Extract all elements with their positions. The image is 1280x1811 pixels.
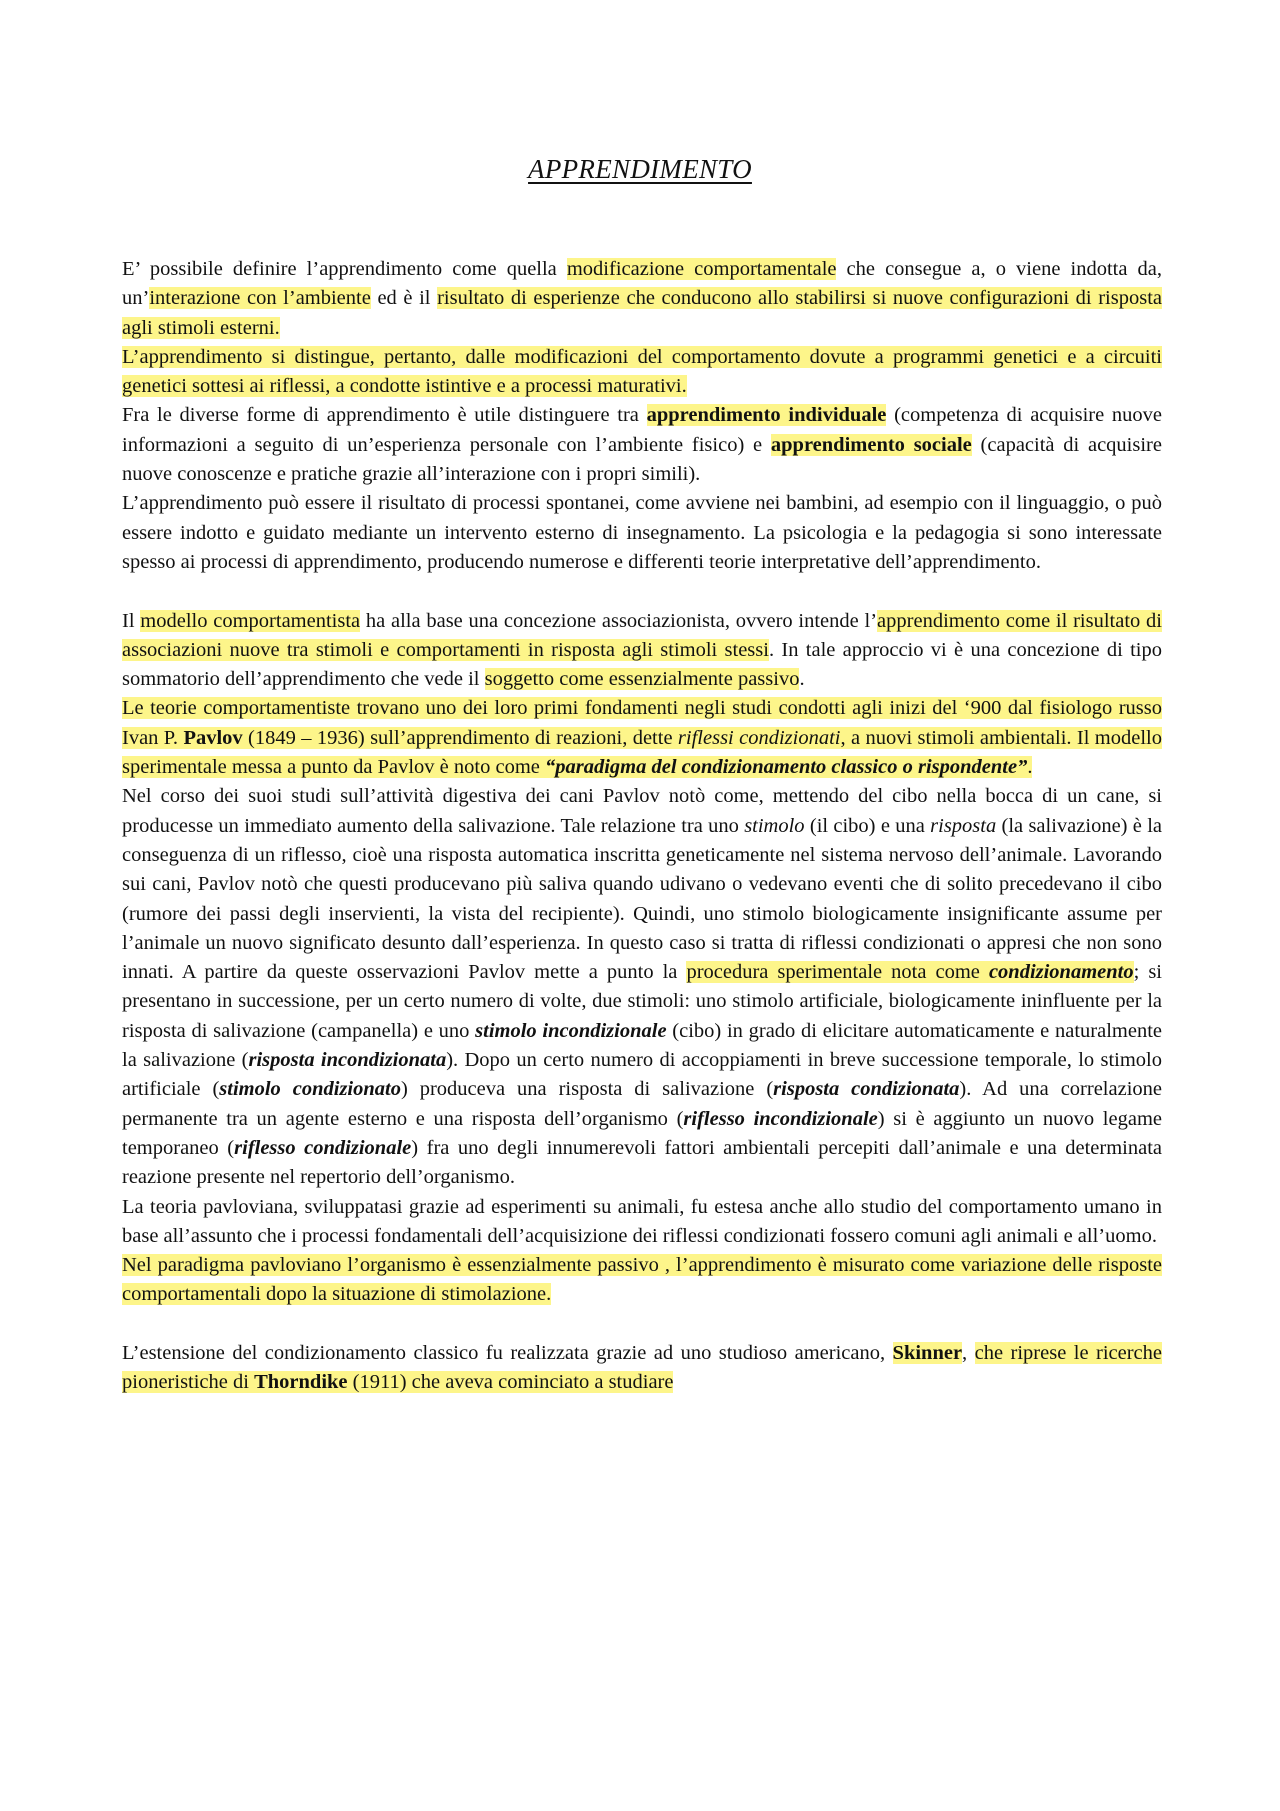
text-run: .	[799, 668, 805, 691]
text-run: ; si presentano in successione, per un certo numero di volte, due stimoli: uno stimolo artificiale, biologicamente ininfluente per la risposta di salivazione (campanella) e uno	[122, 961, 1163, 1042]
text-run: ,	[962, 1341, 975, 1364]
text-run: risposta	[930, 814, 997, 837]
paragraph-gap	[122, 1310, 1162, 1339]
text-run: stimolo condizionato	[219, 1078, 401, 1101]
text-run: risposta incondizionata	[248, 1049, 447, 1072]
highlighted-text: interazione con l’ambiente	[149, 287, 371, 310]
highlighted-text: apprendimento sociale	[770, 433, 972, 456]
text-run: riflesso condizionale	[234, 1136, 412, 1159]
highlighted-text: Nel paradigma pavloviano l’organismo è essenzialmente passivo , l’apprendimento è misurato come variazione delle risposte comportamentali dopo la situazione di stimolazione.	[122, 1254, 1162, 1306]
highlighted-text: riflessi condizionati	[677, 726, 841, 749]
text-run: riflesso incondizionale	[683, 1107, 878, 1130]
text-run: E’ possibile definire l’apprendimento come quella	[122, 258, 567, 280]
highlighted-text: che riprese le ricerche pioneristiche di	[122, 1341, 1162, 1394]
highlighted-text: (1849 – 1936) sull’apprendimento di reazioni, dette	[242, 726, 678, 749]
paragraph	[122, 401, 1162, 489]
text-run: ed è il	[370, 287, 438, 310]
text-run: Fra le diverse forme di apprendimento è utile distinguere tra	[122, 404, 647, 427]
text-run: L’estensione del condizionamento classico fu realizzata grazie ad uno studioso americano,	[122, 1341, 893, 1364]
highlighted-text: Thorndike	[254, 1371, 348, 1394]
paragraph	[122, 1339, 1162, 1398]
paragraph	[122, 255, 1162, 343]
text-run: (cibo) in grado di elicitare automaticamente e naturalmente la salivazione (	[122, 1019, 1163, 1072]
paragraph	[122, 1251, 1162, 1310]
text-run: . In tale approccio vi è una concezione di tipo sommatorio dell’apprendimento che vede il	[122, 638, 1163, 691]
text-run: Nel corso dei suoi studi sull’attività digestiva dei cani Pavlov notò come, mettendo del cibo nella bocca di un cane, si producesse un immediato aumento della salivazione. Tale relazione tra uno	[122, 785, 1162, 837]
text-run: (competenza di acquisire nuove informazioni a seguito di un’esperienza personale con l’ambiente fisico) e	[122, 404, 1163, 456]
highlighted-text: apprendimento come il risultato di associazioni nuove tra stimoli e comportamenti in risposta agli stimoli stessi	[122, 609, 1162, 661]
text-run: (la salivazione) è la conseguenza di un riflesso, cioè una risposta automatica inscritta geneticamente nel sistema nervoso dell’animale. Lavorando sui cani, Pavlov notò che questi producevano più saliva quando udivano o vedevano eventi che di solito precedevano il cibo (rumore dei passi degli inservienti, la vista del recipiente). Quindi, uno stimolo biologicamente insignificante assume per l’animale un nuovo significato desunto dall’esperienza. In questo caso si tratta di riflessi condizionati o appresi che non sono innati. A partire da queste osservazioni Pavlov mette a punto la	[122, 814, 1162, 984]
highlighted-text: , a nuovi stimoli ambientali. Il modello sperimentale messa a punto da Pavlov è noto come	[122, 726, 1162, 779]
text-run: stimolo incondizionale	[475, 1019, 667, 1042]
text-run: (il cibo) e una	[804, 814, 931, 837]
text-run: ) si è aggiunto un nuovo legame temporaneo (	[122, 1107, 1162, 1159]
paragraph	[122, 782, 1162, 1192]
highlighted-text: Le teorie comportamentiste trovano uno dei loro primi fondamenti negli studi condotti agli inizi del ‘900 dal fisiologo russo Ivan P.	[122, 697, 1162, 749]
highlighted-text: Pavlov	[183, 726, 243, 749]
highlighted-text: modificazione comportamentale	[566, 258, 837, 280]
text-run: stimolo	[744, 814, 805, 837]
paragraph	[122, 694, 1162, 782]
highlighted-text: procedura sperimentale nota come	[686, 961, 989, 984]
text-run: ). Ad una correlazione permanente tra un agente esterno e una risposta dell’organismo (	[122, 1078, 1162, 1130]
highlighted-text: risultato di esperienze che conducono allo stabilirsi si nuove configurazioni di risposta agli stimoli esterni.	[122, 287, 1162, 339]
highlighted-text: modello comportamentista	[140, 609, 361, 632]
text-run: L’apprendimento può essere il risultato di processi spontanei, come avviene nei bambini, ad esempio con il linguaggio, o può essere indotto e guidato mediante un intervento esterno di insegnamento. La psicologia e la pedagogia si sono interessate spesso ai processi di apprendimento, producendo numerose e differenti teorie interpretative dell’apprendimento.	[122, 492, 1162, 573]
highlighted-text: “paradigma del condizionamento classico o rispondente”	[544, 756, 1028, 779]
paragraph	[122, 1193, 1162, 1252]
highlighted-text: Skinner	[892, 1341, 963, 1364]
highlighted-text: condizionamento	[988, 961, 1134, 984]
paragraph	[122, 489, 1162, 577]
text-run: (capacità di acquisire nuove conoscenze e pratiche grazie all’interazione con i propri simili).	[122, 433, 1162, 486]
text-run: che consegue a, o viene indotta da, un’	[122, 258, 1162, 310]
paragraph	[122, 607, 1162, 695]
paragraph	[122, 343, 1162, 402]
highlighted-text: apprendimento individuale	[646, 404, 887, 427]
text-run: ) produceva una risposta di salivazione (	[400, 1078, 774, 1101]
highlighted-text: (1911) che aveva cominciato a studiare	[347, 1371, 674, 1394]
text-run: ha alla base una concezione associazionista, ovvero intende l’	[360, 609, 878, 632]
text-run: ) fra uno degli innumerevoli fattori ambientali percepiti dall’animale e una determinata reazione presente nel repertorio dell’organismo.	[122, 1136, 1162, 1189]
highlighted-text: soggetto come essenzialmente passivo	[484, 668, 800, 691]
highlighted-text: L’apprendimento si distingue, pertanto, dalle modificazioni del comportamento dovute a programmi genetici e a circuiti genetici sottesi ai riflessi, a condotte istintive e a processi maturativi.	[122, 345, 1162, 398]
text-run: La teoria pavloviana, sviluppatasi grazie ad esperimenti su animali, fu estesa anche allo studio del comportamento umano in base all’assunto che i processi fondamentali dell’acquisizione dei riflessi condizionati fossero comuni agli animali e all’uomo.	[122, 1195, 1162, 1247]
text-run: risposta condizionata	[773, 1078, 960, 1101]
highlighted-text: .	[1027, 756, 1033, 779]
text-run: Il	[122, 609, 141, 632]
document-body	[122, 255, 1162, 1398]
page-title: APPRENDIMENTO	[528, 154, 752, 184]
paragraph-gap	[122, 577, 1162, 606]
text-run: ). Dopo un certo numero di accoppiamenti in breve successione temporale, lo stimolo artificiale (	[122, 1049, 1162, 1101]
